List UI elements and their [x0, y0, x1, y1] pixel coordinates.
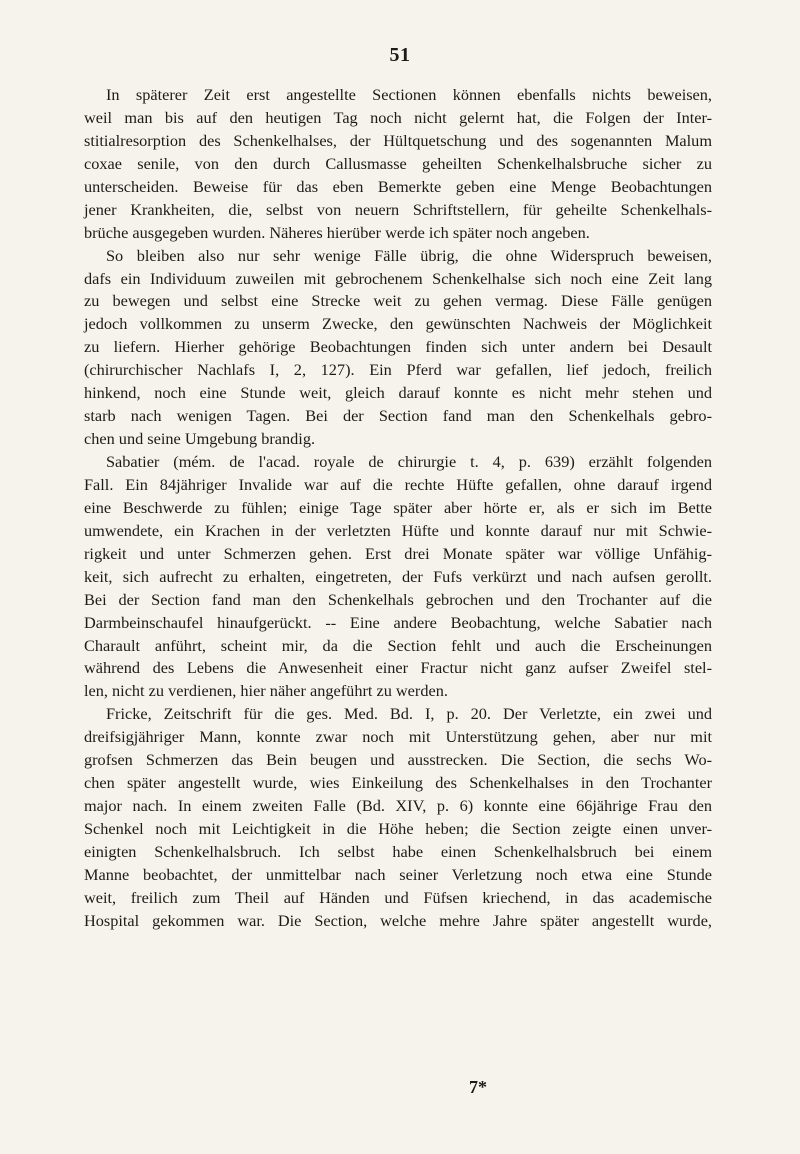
text-line: chen und seine Umgebung brandig.: [84, 429, 316, 449]
text-line: starb nach wenigen Tagen. Bei der Section fand man den Schenkelhals gebro-: [84, 406, 712, 426]
signature-mark: 7*: [469, 1077, 487, 1097]
page-number: 51: [389, 44, 411, 66]
text-line: Schenkel noch mit Leichtigkeit in die Höhe heben; die Section zeigte einen unver-: [84, 819, 712, 838]
text-line: zu bewegen und selbst eine Strecke weit zu gehen vermag. Diese Fälle genügen: [84, 291, 712, 311]
text-line: coxae senile, von den durch Callusmasse geheilten Schenkelhalsbruche sicher zu: [84, 153, 712, 173]
text-line: keit, sich aufrecht zu erhalten, eingetreten, der Fufs verkürzt und nach aufsen gerollt.: [84, 566, 712, 586]
text-line: Charault anführt, scheint mir, da die Section fehlt und auch die Erscheinungen: [84, 635, 712, 655]
text-line: zu liefern. Hierher gehörige Beobachtungen finden sich unter andern bei Desault: [84, 337, 712, 357]
text-line: grofsen Schmerzen das Bein beugen und ausstrecken. Die Section, die sechs Wo-: [84, 750, 712, 770]
text-line: dreifsigjähriger Mann, konnte zwar noch mit Unterstützung gehen, aber nur mit: [84, 727, 712, 747]
body-text: [84, 84, 712, 933]
text-line: Bei der Section fand man den Schenkelhals gebrochen und den Trochanter auf die: [84, 589, 712, 609]
text-line: major nach. In einem zweiten Falle (Bd. XIV, p. 6) konnte eine 66jährige Frau den: [84, 796, 712, 816]
text-line: stitialresorption des Schenkelhalses, der Hültquetschung und des sogenannten Malum: [84, 130, 712, 150]
text-line: weil man bis auf den heutigen Tag noch nicht gelernt hat, die Folgen der Inter-: [84, 107, 712, 127]
text-line: einigten Schenkelhalsbruch. Ich selbst habe einen Schenkelhalsbruch bei einem: [84, 841, 712, 861]
text-line: hinkend, noch eine Stunde weit, gleich darauf konnte es nicht mehr stehen und: [84, 383, 712, 403]
text-line: während des Lebens die Anwesenheit einer Fractur nicht ganz aufser Zweifel stel-: [84, 658, 712, 678]
text-line: jener Krankheiten, die, selbst von neuern Schriftstellern, für geheilte Schenkelhals-: [84, 199, 712, 219]
text-line: Sabatier (mém. de l'acad. royale de chirurgie t. 4, p. 639) erzählt folgenden: [106, 452, 712, 471]
text-line: chen später angestellt wurde, wies Einkeilung des Schenkelhalses in den Trochanter: [84, 773, 712, 793]
text-line: rigkeit und unter Schmerzen gehen. Erst drei Monate später war völlige Unfähig-: [84, 543, 712, 563]
text-line: dafs ein Individuum zuweilen mit gebrochenem Schenkelhalse sich noch eine Zeit lang: [84, 268, 712, 288]
text-line: In späterer Zeit erst angestellte Sectionen können ebenfalls nichts beweisen,: [106, 85, 712, 104]
text-line: umwendete, ein Krachen in der verletzten Hüfte und konnte darauf nur mit Schwie-: [84, 520, 712, 540]
text-line: weit, freilich zum Theil auf Händen und Füfsen kriechend, in das academische: [84, 887, 712, 907]
text-line: So bleiben also nur sehr wenige Fälle übrig, die ohne Widerspruch beweisen,: [106, 245, 712, 265]
text-line: (chirurchischer Nachlafs I, 2, 127). Ein Pferd war gefallen, lief jedoch, freilich: [84, 360, 712, 380]
text-line: Hospital gekommen war. Die Section, welche mehre Jahre später angestellt wurde,: [84, 910, 712, 930]
text-line: brüche ausgegeben wurden. Näheres hierüber werde ich später noch angeben.: [84, 222, 590, 242]
text-line: eine Beschwerde zu fühlen; einige Tage später aber hörte er, als er sich im Bette: [84, 497, 712, 517]
text-line: unterscheiden. Beweise für das eben Bemerkte geben eine Menge Beobachtungen: [84, 176, 712, 196]
text-line: len, nicht zu verdienen, hier näher angeführt zu werden.: [84, 681, 448, 701]
text-line: Darmbeinschaufel hinaufgerückt. -- Eine andere Beobachtung, welche Sabatier nach: [84, 612, 712, 632]
text-line: Fricke, Zeitschrift für die ges. Med. Bd. I, p. 20. Der Verletzte, ein zwei und: [106, 704, 712, 724]
text-line: jedoch vollkommen zu unserm Zwecke, den gewünschten Nachweis der Möglichkeit: [84, 314, 712, 334]
text-line: Fall. Ein 84jähriger Invalide war auf die rechte Hüfte gefallen, ohne darauf irgend: [84, 474, 712, 494]
text-line: Manne beobachtet, der unmittelbar nach seiner Verletzung noch etwa eine Stunde: [84, 864, 712, 884]
